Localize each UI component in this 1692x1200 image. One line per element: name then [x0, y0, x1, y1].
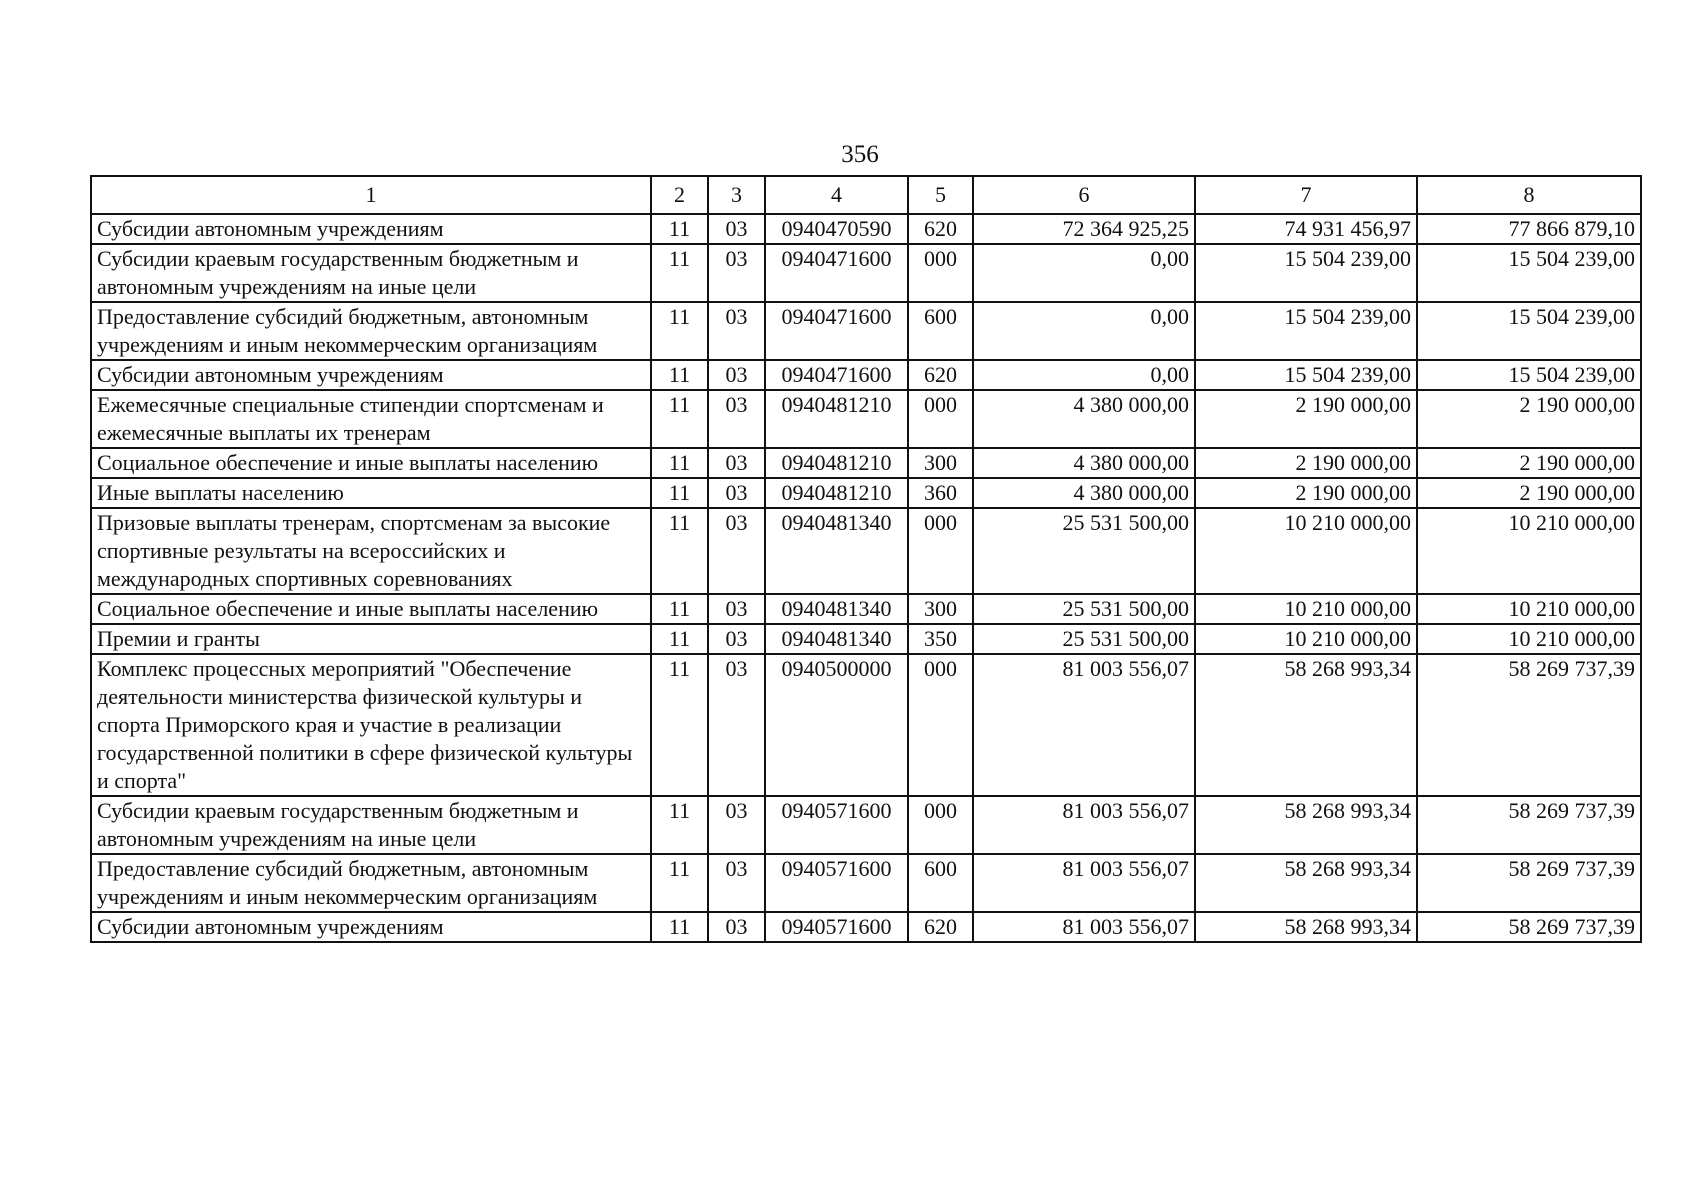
column-header-2: 2 [651, 176, 708, 214]
subsection-code: 03 [708, 594, 765, 624]
amount-col-6: 25 531 500,00 [973, 594, 1195, 624]
subsection-code: 03 [708, 654, 765, 796]
column-header-4: 4 [765, 176, 908, 214]
expense-type-code: 000 [908, 654, 973, 796]
section-code: 11 [651, 448, 708, 478]
target-article-code: 0940481210 [765, 390, 908, 448]
expense-type-code: 360 [908, 478, 973, 508]
expense-type-code: 620 [908, 360, 973, 390]
row-name: Субсидии автономным учреждениям [91, 214, 651, 244]
amount-col-7: 58 268 993,34 [1195, 912, 1417, 942]
expense-type-code: 000 [908, 244, 973, 302]
section-code: 11 [651, 854, 708, 912]
table-row [91, 360, 1641, 390]
amount-col-6: 25 531 500,00 [973, 624, 1195, 654]
table-row [91, 854, 1641, 912]
amount-col-8: 15 504 239,00 [1417, 244, 1641, 302]
column-header-8: 8 [1417, 176, 1641, 214]
section-code: 11 [651, 360, 708, 390]
column-header-1: 1 [91, 176, 651, 214]
section-code: 11 [651, 244, 708, 302]
amount-col-6: 25 531 500,00 [973, 508, 1195, 594]
section-code: 11 [651, 594, 708, 624]
amount-col-7: 2 190 000,00 [1195, 478, 1417, 508]
amount-col-6: 0,00 [973, 302, 1195, 360]
section-code: 11 [651, 390, 708, 448]
target-article-code: 0940471600 [765, 360, 908, 390]
subsection-code: 03 [708, 214, 765, 244]
subsection-code: 03 [708, 478, 765, 508]
row-name: Предоставление субсидий бюджетным, автономным учреждениям и иным некоммерческим организациям [91, 302, 651, 360]
column-header-3: 3 [708, 176, 765, 214]
amount-col-6: 81 003 556,07 [973, 654, 1195, 796]
target-article-code: 0940500000 [765, 654, 908, 796]
table-row [91, 624, 1641, 654]
row-name: Комплекс процессных мероприятий "Обеспечение деятельности министерства физической культуры и спорта Приморского края и участие в реализации государственной политики в сфере физической культуры и спорта" [91, 654, 651, 796]
row-name: Премии и гранты [91, 624, 651, 654]
row-name: Иные выплаты населению [91, 478, 651, 508]
amount-col-8: 2 190 000,00 [1417, 478, 1641, 508]
table-row [91, 912, 1641, 942]
column-header-7: 7 [1195, 176, 1417, 214]
table-row [91, 244, 1641, 302]
table-row [91, 654, 1641, 796]
target-article-code: 0940470590 [765, 214, 908, 244]
budget-table [90, 175, 1642, 943]
amount-col-7: 10 210 000,00 [1195, 624, 1417, 654]
amount-col-6: 4 380 000,00 [973, 390, 1195, 448]
table-row [91, 796, 1641, 854]
amount-col-8: 58 269 737,39 [1417, 654, 1641, 796]
subsection-code: 03 [708, 302, 765, 360]
row-name: Социальное обеспечение и иные выплаты населению [91, 448, 651, 478]
table-row [91, 478, 1641, 508]
section-code: 11 [651, 478, 708, 508]
row-name: Субсидии автономным учреждениям [91, 360, 651, 390]
amount-col-8: 2 190 000,00 [1417, 390, 1641, 448]
expense-type-code: 300 [908, 594, 973, 624]
row-name: Призовые выплаты тренерам, спортсменам за высокие спортивные результаты на всероссийских и международных спортивных соревнованиях [91, 508, 651, 594]
amount-col-8: 2 190 000,00 [1417, 448, 1641, 478]
amount-col-8: 58 269 737,39 [1417, 912, 1641, 942]
section-code: 11 [651, 912, 708, 942]
expense-type-code: 000 [908, 508, 973, 594]
amount-col-7: 74 931 456,97 [1195, 214, 1417, 244]
amount-col-7: 15 504 239,00 [1195, 244, 1417, 302]
amount-col-6: 0,00 [973, 360, 1195, 390]
amount-col-7: 15 504 239,00 [1195, 360, 1417, 390]
table-row [91, 390, 1641, 448]
section-code: 11 [651, 796, 708, 854]
row-name: Ежемесячные специальные стипендии спортсменам и ежемесячные выплаты их тренерам [91, 390, 651, 448]
amount-col-8: 58 269 737,39 [1417, 854, 1641, 912]
amount-col-6: 0,00 [973, 244, 1195, 302]
section-code: 11 [651, 302, 708, 360]
table-row [91, 508, 1641, 594]
amount-col-7: 2 190 000,00 [1195, 448, 1417, 478]
section-code: 11 [651, 624, 708, 654]
table-row [91, 448, 1641, 478]
amount-col-6: 81 003 556,07 [973, 912, 1195, 942]
row-name: Предоставление субсидий бюджетным, автономным учреждениям и иным некоммерческим организациям [91, 854, 651, 912]
row-name: Субсидии краевым государственным бюджетным и автономным учреждениям на иные цели [91, 796, 651, 854]
header-row [91, 176, 1641, 214]
amount-col-8: 10 210 000,00 [1417, 624, 1641, 654]
target-article-code: 0940481340 [765, 624, 908, 654]
section-code: 11 [651, 654, 708, 796]
page-number: 356 [841, 141, 879, 168]
target-article-code: 0940481340 [765, 594, 908, 624]
expense-type-code: 350 [908, 624, 973, 654]
expense-type-code: 600 [908, 302, 973, 360]
section-code: 11 [651, 508, 708, 594]
table-row [91, 302, 1641, 360]
target-article-code: 0940481210 [765, 448, 908, 478]
amount-col-8: 10 210 000,00 [1417, 594, 1641, 624]
amount-col-8: 77 866 879,10 [1417, 214, 1641, 244]
table-row [91, 594, 1641, 624]
subsection-code: 03 [708, 624, 765, 654]
amount-col-7: 10 210 000,00 [1195, 508, 1417, 594]
expense-type-code: 300 [908, 448, 973, 478]
target-article-code: 0940571600 [765, 912, 908, 942]
row-name: Субсидии краевым государственным бюджетным и автономным учреждениям на иные цели [91, 244, 651, 302]
amount-col-7: 2 190 000,00 [1195, 390, 1417, 448]
amount-col-7: 15 504 239,00 [1195, 302, 1417, 360]
target-article-code: 0940471600 [765, 244, 908, 302]
subsection-code: 03 [708, 854, 765, 912]
row-name: Социальное обеспечение и иные выплаты населению [91, 594, 651, 624]
amount-col-6: 72 364 925,25 [973, 214, 1195, 244]
amount-col-8: 15 504 239,00 [1417, 302, 1641, 360]
subsection-code: 03 [708, 244, 765, 302]
amount-col-8: 58 269 737,39 [1417, 796, 1641, 854]
amount-col-6: 4 380 000,00 [973, 448, 1195, 478]
target-article-code: 0940571600 [765, 854, 908, 912]
subsection-code: 03 [708, 508, 765, 594]
expense-type-code: 000 [908, 796, 973, 854]
amount-col-7: 58 268 993,34 [1195, 854, 1417, 912]
expense-type-code: 600 [908, 854, 973, 912]
target-article-code: 0940471600 [765, 302, 908, 360]
expense-type-code: 000 [908, 390, 973, 448]
amount-col-7: 58 268 993,34 [1195, 654, 1417, 796]
expense-type-code: 620 [908, 214, 973, 244]
target-article-code: 0940481340 [765, 508, 908, 594]
column-header-6: 6 [973, 176, 1195, 214]
row-name: Субсидии автономным учреждениям [91, 912, 651, 942]
target-article-code: 0940481210 [765, 478, 908, 508]
subsection-code: 03 [708, 360, 765, 390]
amount-col-7: 10 210 000,00 [1195, 594, 1417, 624]
amount-col-8: 15 504 239,00 [1417, 360, 1641, 390]
subsection-code: 03 [708, 796, 765, 854]
subsection-code: 03 [708, 390, 765, 448]
amount-col-6: 81 003 556,07 [973, 854, 1195, 912]
subsection-code: 03 [708, 912, 765, 942]
target-article-code: 0940571600 [765, 796, 908, 854]
amount-col-8: 10 210 000,00 [1417, 508, 1641, 594]
table-row [91, 214, 1641, 244]
section-code: 11 [651, 214, 708, 244]
amount-col-6: 81 003 556,07 [973, 796, 1195, 854]
amount-col-7: 58 268 993,34 [1195, 796, 1417, 854]
amount-col-6: 4 380 000,00 [973, 478, 1195, 508]
subsection-code: 03 [708, 448, 765, 478]
expense-type-code: 620 [908, 912, 973, 942]
column-header-5: 5 [908, 176, 973, 214]
